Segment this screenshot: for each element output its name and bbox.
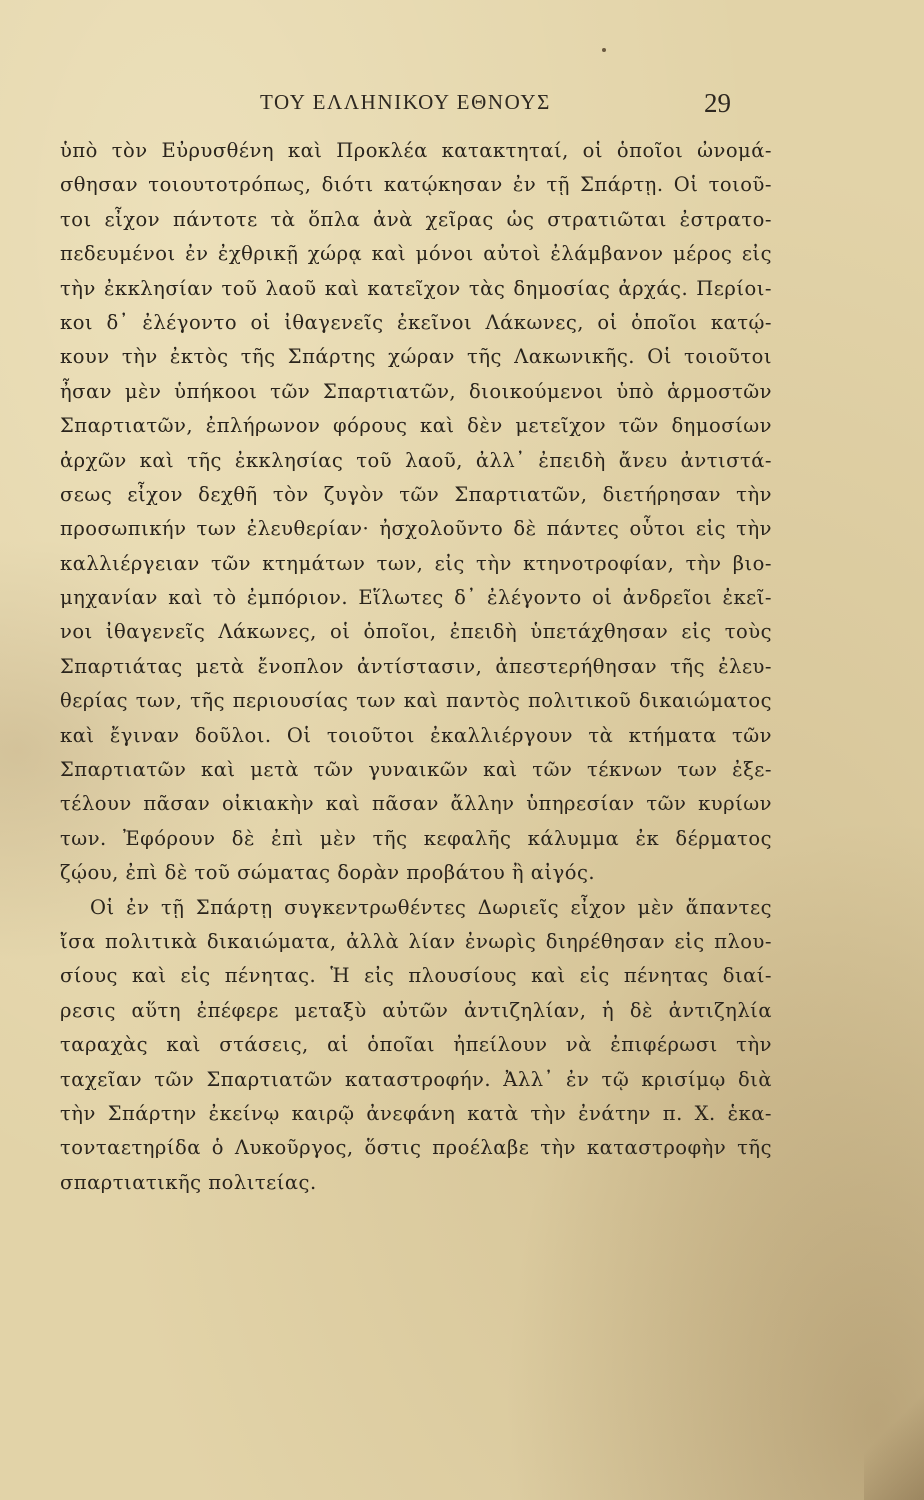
text-line: μηχανίαν καὶ τὸ ἐμπόριον. Εἵλωτες δ᾽ ἐλέγοντο οἱ ἀνδρεῖοι ἐκεῖ- (60, 586, 772, 610)
text-line: κουν τὴν ἐκτὸς τῆς Σπάρτης χώραν τῆς Λακωνικῆς. Οἱ τοιοῦτοι (60, 345, 772, 369)
text-line: ζῴου, ἐπὶ δὲ τοῦ σώματας δορὰν προβάτου ἢ αἰγός. (60, 861, 596, 885)
body-text (60, 134, 772, 1200)
text-line: καλλιέργειαν τῶν κτημάτων των, εἰς τὴν κτηνοτροφίαν, τὴν βιο- (60, 551, 772, 575)
text-line: σθησαν τοιουτοτρόπως, διότι κατῴκησαν ἐν τῇ Σπάρτῃ. Οἱ τοιοῦ- (60, 173, 772, 197)
text-line: τονταετηρίδα ὁ Λυκοῦργος, ὅστις προέλαβε τὴν καταστροφὴν τῆς (60, 1136, 772, 1160)
text-line: προσωπικήν των ἐλευθερίαν· ἠσχολοῦντο δὲ πάντες οὗτοι εἰς τὴν (60, 517, 772, 541)
text-line: καὶ ἔγιναν δοῦλοι. Οἱ τοιοῦτοι ἐκαλλιέργουν τὰ κτήματα τῶν (60, 723, 772, 747)
text-line: θερίας των, τῆς περιουσίας των καὶ παντὸς πολιτικοῦ δικαιώματος (60, 689, 772, 713)
text-line: σίους καὶ εἰς πένητας. Ἡ εἰς πλουσίους καὶ εἰς πένητας διαί- (60, 964, 772, 988)
page-number: 29 (704, 88, 731, 118)
paragraph-2 (60, 891, 772, 1201)
text-line: Οἱ ἐν τῇ Σπάρτῃ συγκεντρωθέντες Δωριεῖς εἶχον μὲν ἅπαντες (90, 895, 772, 919)
text-line: ταραχὰς καὶ στάσεις, αἱ ὁποῖαι ἠπείλουν νὰ ἐπιφέρωσι τὴν (60, 1033, 772, 1057)
text-line: ταχεῖαν τῶν Σπαρτιατῶν καταστροφήν. Ἀλλ᾽ ἐν τῷ κρισίμῳ διὰ (60, 1067, 772, 1091)
text-line: νοι ἰθαγενεῖς Λάκωνες, οἱ ὁποῖοι, ἐπειδὴ ὑπετάχθησαν εἰς τοὺς (60, 620, 772, 644)
text-line: τὴν Σπάρτην ἐκείνῳ καιρῷ ἀνεφάνη κατὰ τὴν ἐνάτην π. Χ. ἑκα- (60, 1101, 772, 1125)
text-line: Σπαρτιατῶν, ἐπλήρωνον φόρους καὶ δὲν μετεῖχον τῶν δημοσίων (60, 414, 772, 438)
text-line: ρεσις αὕτη ἐπέφερε μεταξὺ αὐτῶν ἀντιζηλίαν, ἡ δὲ ἀντιζηλία (60, 998, 772, 1022)
text-line: ἀρχῶν καὶ τῆς ἐκκλησίας τοῦ λαοῦ, ἀλλ᾽ ἐπειδὴ ἄνευ ἀντιστά- (60, 448, 772, 472)
text-line: τέλουν πᾶσαν οἰκιακὴν καὶ πᾶσαν ἄλλην ὑπηρεσίαν τῶν κυρίων (60, 792, 772, 816)
text-line: κοι δ᾽ ἐλέγοντο οἱ ἰθαγενεῖς ἐκεῖνοι Λάκωνες, οἱ ὁποῖοι κατῴ- (60, 310, 772, 334)
text-line: τὴν ἐκκλησίαν τοῦ λαοῦ καὶ κατεῖχον τὰς δημοσίας ἀρχάς. Περίοι- (60, 276, 772, 300)
running-head: ΤΟΥ ΕΛΛΗΝΙΚΟΥ ΕΘΝΟΥΣ (260, 90, 551, 114)
text-line: πεδευμένοι ἐν ἐχθρικῇ χώρᾳ καὶ μόνοι αὐτοὶ ἐλάμβανον μέρος εἰς (60, 242, 772, 266)
text-line: Σπαρτιατῶν καὶ μετὰ τῶν γυναικῶν καὶ τῶν τέκνων των ἐξε- (60, 758, 772, 782)
text-line: σεως εἶχον δεχθῆ τὸν ζυγὸν τῶν Σπαρτιατῶν, διετήρησαν τὴν (60, 482, 772, 506)
text-line: ὑπὸ τὸν Εὐρυσθένη καὶ Προκλέα κατακτηταί, οἱ ὁποῖοι ὠνομά- (60, 139, 772, 162)
text-line: ἴσα πολιτικὰ δικαιώματα, ἀλλὰ λίαν ἐνωρὶς διηρέθησαν εἰς πλου- (60, 929, 772, 953)
page-header (0, 88, 924, 122)
paragraph-1 (60, 134, 772, 891)
text-line: σπαρτιατικῆς πολιτείας. (60, 1170, 317, 1194)
text-line: τοι εἶχον πάντοτε τὰ ὅπλα ἀνὰ χεῖρας ὡς στρατιῶται ἐστρατο- (60, 207, 772, 231)
text-line: των. Ἐφόρουν δὲ ἐπὶ μὲν τῆς κεφαλῆς κάλυμμα ἐκ δέρματος (60, 826, 772, 850)
print-speck (602, 48, 606, 52)
text-line: ἦσαν μὲν ὑπήκοοι τῶν Σπαρτιατῶν, διοικούμενοι ὑπὸ ἁρμοστῶν (60, 379, 772, 403)
page-edge-wear (864, 1380, 924, 1500)
text-line: Σπαρτιάτας μετὰ ἔνοπλον ἀντίστασιν, ἀπεστερήθησαν τῆς ἐλευ- (60, 654, 772, 678)
